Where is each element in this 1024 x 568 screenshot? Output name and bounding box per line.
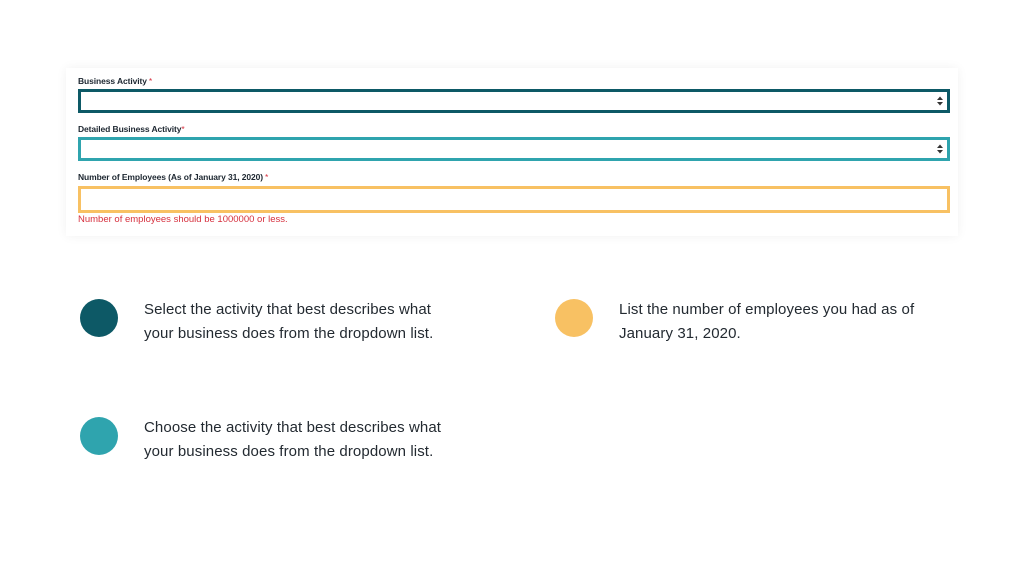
- number-of-employees-label: [78, 172, 268, 182]
- business-activity-select[interactable]: [78, 89, 950, 113]
- required-mark: *: [181, 124, 185, 134]
- legend-text-number-of-employees: List the number of employees you had as of January 31, 2020.: [619, 301, 915, 342]
- detailed-business-activity-label-text: Detailed Business Activity: [78, 124, 182, 134]
- teal-dot-icon: [80, 417, 118, 455]
- required-mark: *: [148, 76, 153, 86]
- legend-text-business-activity: Select the activity that best describes what your business does from the dropdown list.: [144, 301, 434, 342]
- number-of-employees-input[interactable]: [78, 186, 950, 213]
- select-arrows-icon: [936, 142, 944, 156]
- business-activity-label: [78, 76, 152, 86]
- dark-teal-dot-icon: [80, 299, 118, 337]
- detailed-business-activity-label: [78, 124, 185, 134]
- number-of-employees-label-text: Number of Employees (As of January 31, 2020): [78, 172, 264, 182]
- business-activity-label-text: Business Activity: [78, 76, 147, 86]
- legend-text-detailed-business-activity: Choose the activity that best describes what your business does from the dropdown list.: [144, 419, 442, 460]
- yellow-dot-icon: [555, 299, 593, 337]
- select-arrows-icon: [936, 94, 944, 108]
- required-mark: *: [265, 172, 269, 182]
- number-of-employees-error: Number of employees should be 1000000 or less.: [78, 214, 288, 225]
- business-info-form: [66, 68, 958, 236]
- detailed-business-activity-select[interactable]: [78, 137, 950, 161]
